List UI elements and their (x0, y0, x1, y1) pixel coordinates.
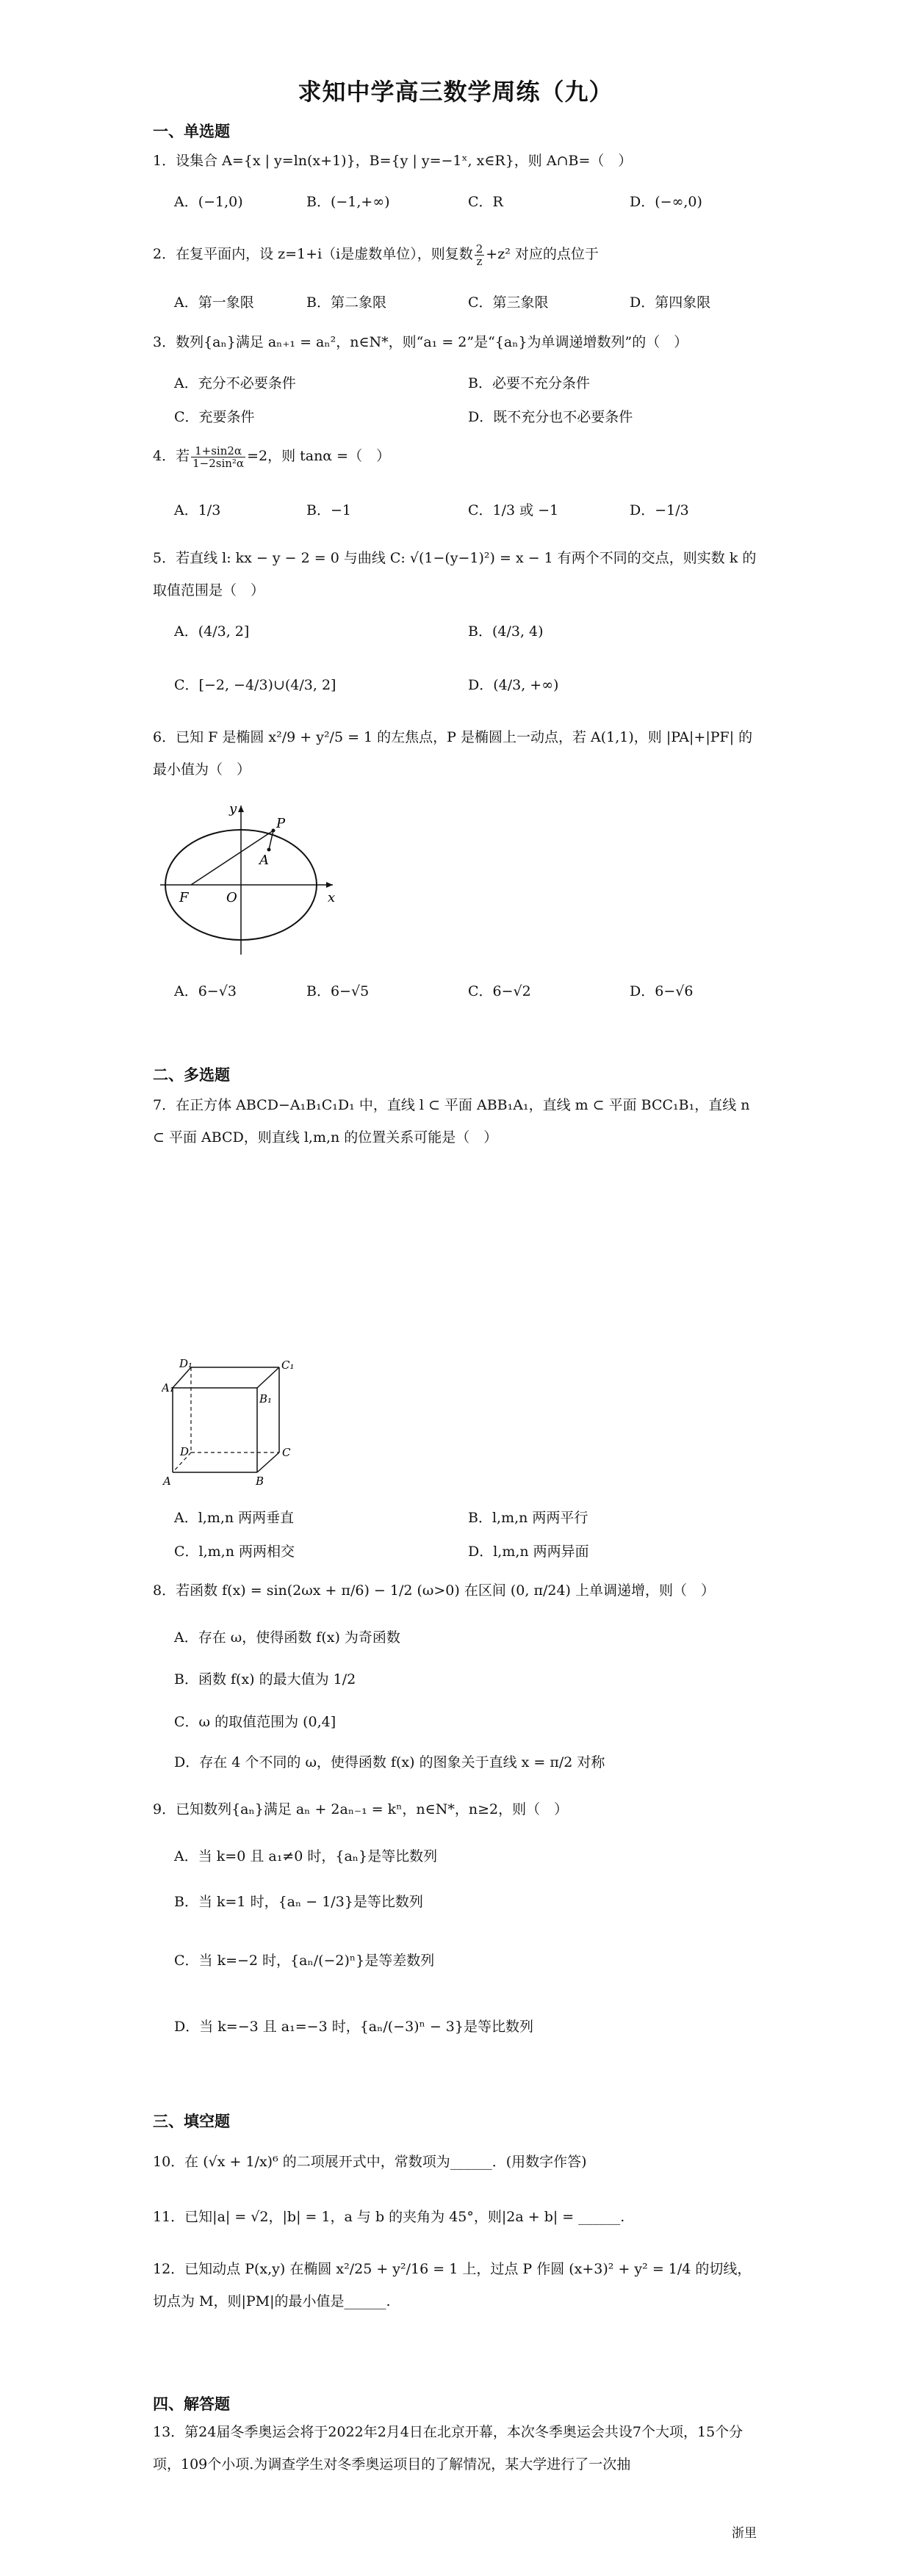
question-3-option-b: B．必要不充分条件 (468, 375, 590, 391)
question-4-stem (153, 444, 763, 469)
question-2-option-d: D．第四象限 (630, 294, 711, 311)
question-4-stem-b: =2，则 tanα =（ ） (247, 448, 391, 464)
question-8-option-a: A．存在 ω，使得函数 f(x) 为奇函数 (174, 1629, 400, 1646)
label-c: C (282, 1446, 291, 1459)
label-o: O (226, 890, 237, 905)
y-axis-arrow (238, 806, 244, 812)
question-8-option-b: B．函数 f(x) 的最大值为 1/2 (174, 1671, 356, 1687)
question-4-stem-a: 4．若 (153, 448, 190, 464)
question-4-option-b: B．−1 (306, 502, 351, 518)
question-6-stem: 6．已知 F 是椭圆 x²/9 + y²/5 = 1 的左焦点，P 是椭圆上一动点，若 A(1,1)，则 |PA|+|PF| 的最小值为（ ） (153, 729, 753, 778)
question-1-option-a: A．(−1,0) (174, 194, 243, 210)
question-5-option-a: A．(4/3, 2] (174, 623, 250, 640)
question-2-option-c: C．第三象限 (468, 294, 549, 311)
question-9-option-b: B．当 k=1 时，{aₙ − 1/3}是等比数列 (174, 1894, 423, 1910)
question-6-option-c: C．6−√2 (468, 983, 531, 999)
question-4-option-c: C．1/3 或 −1 (468, 502, 559, 518)
question-9-option-a: A．当 k=0 且 a₁≠0 时，{aₙ}是等比数列 (174, 1848, 438, 1864)
cube-edge-c1b1 (257, 1367, 279, 1388)
cube-edge-bc (257, 1452, 279, 1472)
page-title: 求知中学高三数学周练（九） (298, 78, 613, 106)
question-5-stem: 5．若直线 l: kx − y − 2 = 0 与曲线 C: √(1−(y−1)²) = x − 1 有两个不同的交点，则实数 k 的取值范围是（ ） (153, 550, 757, 598)
question-2-stem-a: 2．在复平面内，设 z=1+i（i是虚数单位），则复数 (153, 246, 473, 262)
label-a: A (259, 853, 269, 868)
question-1-option-c: C．R (468, 194, 503, 210)
question-7-stem: 7．在正方体 ABCD−A₁B₁C₁D₁ 中，直线 l ⊂ 平面 ABB₁A₁，直线 m ⊂ 平面 BCC₁B₁，直线 n ⊂ 平面 ABCD，则直线 l,m,n 的位置关系可能是（ ） (153, 1097, 750, 1146)
question-6-option-d: D．6−√6 (630, 983, 694, 999)
label-a1: A₁ (162, 1381, 174, 1394)
question-1-stem: 1．设集合 A={x | y=ln(x+1)}，B={y | y=−1ˣ, x∈R}，则 A∩B=（ ） (153, 153, 633, 169)
question-7-option-c: C．l,m,n 两两相交 (174, 1544, 295, 1560)
question-5-option-d: D．(4/3, +∞) (468, 677, 559, 693)
label-x: x (328, 890, 336, 905)
question-3-option-c: C．充要条件 (174, 409, 255, 425)
question-8-option-d: D．存在 4 个不同的 ω，使得函数 f(x) 的图象关于直线 x = π/2 对称 (174, 1754, 605, 1770)
label-d: D (180, 1445, 190, 1458)
point-a (267, 848, 271, 852)
question-4-fraction: $\frac{1+\sin 2\alpha}{\text{1−2sin²α}}$ (192, 444, 245, 470)
label-p: P (276, 816, 286, 831)
question-3-option-d: D．既不充分也不必要条件 (468, 409, 633, 425)
section-heading-fill-in: 三、填空题 (153, 2113, 230, 2130)
question-1-option-d: D．(−∞,0) (630, 194, 702, 210)
question-2-stem-b: +z² 对应的点位于 (486, 246, 599, 262)
question-13-stem: 13．第24届冬季奥运会将于2022年2月4日在北京开幕，本次冬季奥运会共设7个大项，15个分项，109个小项.为调查学生对冬季奥运项目的了解情况，某大学进行了一次抽 (153, 2424, 743, 2472)
section-heading-multiple-choice: 二、多选题 (153, 1066, 230, 1084)
question-1-option-b: B．(−1,+∞) (306, 194, 390, 210)
page-footer: 浙里 (732, 2526, 757, 2541)
cube-edge-d1a1 (173, 1367, 191, 1388)
question-7-option-a: A．l,m,n 两两垂直 (174, 1510, 295, 1526)
question-2-fraction: $\frac{2}{z}$ (475, 242, 483, 268)
section-heading-answer: 四、解答题 (153, 2395, 230, 2413)
question-7-option-d: D．l,m,n 两两异面 (468, 1544, 589, 1560)
label-f: F (179, 890, 189, 905)
ellipse-figure (153, 797, 344, 955)
label-c1: C₁ (281, 1358, 295, 1372)
label-a-vertex: A (163, 1475, 171, 1487)
question-5-option-c: C．[−2, −4/3)∪(4/3, 2] (174, 677, 336, 693)
question-4-option-d: D．−1/3 (630, 502, 689, 518)
cube-figure (162, 1358, 301, 1487)
section-heading-single-choice: 一、单选题 (153, 123, 230, 140)
point-p (272, 829, 276, 833)
label-b: B (256, 1475, 264, 1487)
question-12-stem: 12．已知动点 P(x,y) 在椭圆 x²/25 + y²/16 = 1 上，过点 P 作圆 (x+3)² + y² = 1/4 的切线，切点为 M，则|PM|的最小值是______. (153, 2261, 752, 2309)
label-d1: D₁ (179, 1358, 193, 1370)
question-11-stem: 11．已知|a| = √2，|b| = 1，a 与 b 的夹角为 45°，则|2a + b| = ______. (153, 2209, 625, 2225)
question-3-stem: 3．数列{aₙ}满足 aₙ₊₁ = aₙ²，n∈N*，则“a₁ = 2”是“{aₙ}为单调递增数列”的（ ） (153, 334, 688, 350)
question-8-option-c: C．ω 的取值范围为 (0,4] (174, 1714, 336, 1730)
question-2-option-a: A．第一象限 (174, 294, 254, 311)
question-9-stem: 9．已知数列{aₙ}满足 aₙ + 2aₙ₋₁ = kⁿ，n∈N*，n≥2，则（ ） (153, 1801, 569, 1817)
question-3-option-a: A．充分不必要条件 (174, 375, 296, 391)
question-9-option-c: C．当 k=−2 时，{aₙ/(−2)ⁿ}是等差数列 (174, 1953, 435, 1969)
question-9-option-d: D．当 k=−3 且 a₁=−3 时，{aₙ/(−3)ⁿ − 3}是等比数列 (174, 2019, 533, 2035)
question-4-option-a: A．1/3 (174, 502, 221, 518)
question-2-stem (153, 242, 763, 267)
question-6-option-a: A．6−√3 (174, 983, 237, 999)
label-b1: B₁ (259, 1392, 273, 1405)
label-y: y (229, 801, 237, 817)
question-5-option-b: B．(4/3, 4) (468, 623, 544, 640)
question-2-option-b: B．第二象限 (306, 294, 386, 311)
question-7-option-b: B．l,m,n 两两平行 (468, 1510, 588, 1526)
x-axis-arrow (326, 882, 333, 888)
question-6-option-b: B．6−√5 (306, 983, 370, 999)
question-8-stem: 8．若函数 f(x) = sin(2ωx + π/6) − 1/2 (ω>0) 在区间 (0, π/24) 上单调递增，则（ ） (153, 1582, 715, 1599)
question-10-stem: 10．在 (√x + 1/x)⁶ 的二项展开式中，常数项为______．(用数字作答) (153, 2154, 587, 2170)
